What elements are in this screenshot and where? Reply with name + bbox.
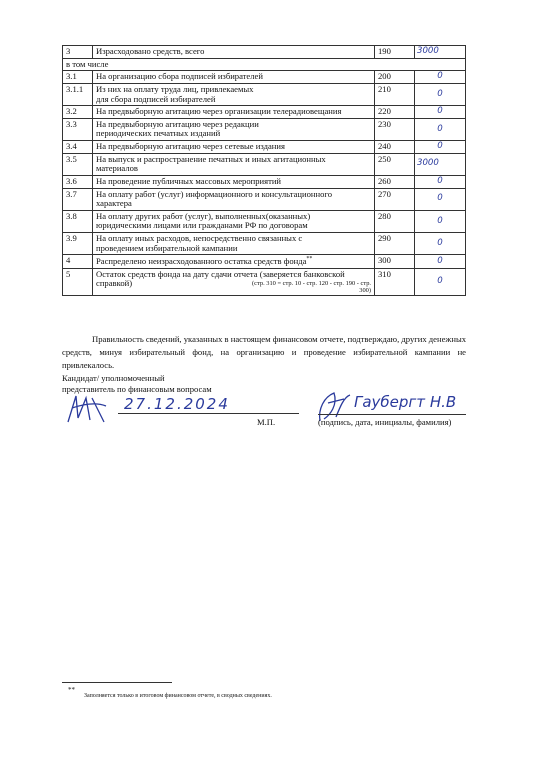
row-code: 310	[375, 268, 415, 296]
row-value: 0	[415, 188, 466, 210]
row-code: 270	[375, 188, 415, 210]
expense-table	[62, 45, 466, 296]
row-description-text: На выпуск и распространение печатных и иных агитационных материалов	[96, 153, 326, 174]
row-value: 3000	[415, 153, 466, 175]
footnote-divider	[62, 682, 172, 683]
row-description-text: Израсходовано средств, всего	[96, 46, 205, 56]
row-description-text: На предвыборную агитацию через организации телерадиовещания	[96, 106, 342, 117]
row-description	[93, 210, 375, 232]
row-value: 0	[415, 175, 466, 188]
row-code: 240	[375, 141, 415, 154]
row-number: 3.2	[63, 106, 93, 119]
row-description	[93, 106, 375, 119]
row-description	[93, 268, 375, 296]
row-description-text: Остаток средств фонда на дату сдачи отчета (заверяется банковской справкой)	[96, 268, 345, 289]
row-formula: (стр. 310 = стр. 10 - стр. 120 - стр. 190 - стр. 300)	[252, 279, 371, 295]
table-row	[63, 175, 466, 188]
row-value: 0	[415, 210, 466, 232]
table-row	[63, 71, 466, 84]
row-code: 190	[375, 46, 415, 59]
signature-date: 27.12.2024	[124, 395, 230, 413]
row-description	[93, 46, 375, 59]
table-row	[63, 141, 466, 154]
signature-line	[118, 413, 299, 414]
row-description-text: На оплату иных расходов, непосредственно связанных с проведением избирательной кампании	[96, 233, 303, 253]
candidate-label-line2: представитель по финансовым вопросам	[62, 383, 212, 394]
candidate-signature	[62, 392, 122, 426]
row-description-text: На оплату работ (услуг) информационного и консультационного характера	[96, 188, 333, 209]
row-number: 3.8	[63, 210, 93, 232]
footnote-reference: **	[306, 256, 313, 263]
row-description-text: На предвыборную агитацию через сетевые издания	[96, 141, 285, 151]
seal-placeholder-label: М.П.	[257, 417, 276, 427]
table-row	[63, 210, 466, 232]
section-label: в том числе	[63, 58, 466, 71]
row-code: 290	[375, 233, 415, 255]
row-description	[93, 233, 375, 255]
row-code: 280	[375, 210, 415, 232]
signature-line	[318, 414, 466, 415]
row-value: 0	[415, 71, 466, 84]
row-number: 3	[63, 46, 93, 59]
table-row	[63, 153, 466, 175]
row-description	[93, 153, 375, 175]
table-row	[63, 46, 466, 59]
row-value: 0	[415, 141, 466, 154]
row-code: 220	[375, 106, 415, 119]
signer-name: Гаубергт Н.В	[354, 393, 457, 411]
table-section-row	[63, 58, 466, 71]
row-number: 3.5	[63, 153, 93, 175]
row-number: 3.7	[63, 188, 93, 210]
table-row	[63, 255, 466, 268]
row-description	[93, 175, 375, 188]
row-description-text: На организацию сбора подписей избирателей	[96, 71, 263, 82]
signature-caption: (подпись, дата, инициалы, фамилия)	[318, 417, 452, 427]
row-description-text: На оплату других работ (услуг), выполненных(оказанных) юридическими лицами или гражданами РФ по договорам	[96, 210, 311, 231]
row-description	[93, 255, 375, 268]
row-description-text: Распределено неизрасходованного остатка средств фонда	[96, 256, 307, 267]
row-code: 300	[375, 255, 415, 268]
footnote-mark: **	[68, 686, 75, 694]
row-value: 0	[415, 268, 466, 296]
row-number: 5	[63, 268, 93, 296]
row-description	[93, 83, 375, 105]
row-description	[93, 188, 375, 210]
footnote-text: Заполняется только в итоговом финансовом отчете, в сводных сведениях.	[84, 693, 272, 699]
row-value: 3000	[415, 46, 466, 59]
row-number: 3.1	[63, 71, 93, 84]
row-code: 250	[375, 153, 415, 175]
row-description	[93, 71, 375, 84]
row-number: 3.3	[63, 118, 93, 140]
row-value: 0	[415, 255, 466, 268]
row-description-text: На проведение публичных массовых мероприятий	[96, 175, 282, 186]
row-description	[93, 141, 375, 154]
row-number: 3.4	[63, 141, 93, 154]
row-number: 3.9	[63, 233, 93, 255]
row-number: 3.6	[63, 175, 93, 188]
row-number: 4	[63, 255, 93, 268]
row-code: 230	[375, 118, 415, 140]
row-code: 210	[375, 83, 415, 105]
table-row	[63, 188, 466, 210]
row-value: 0	[415, 106, 466, 119]
table-row	[63, 83, 466, 105]
row-description	[93, 118, 375, 140]
row-code: 200	[375, 71, 415, 84]
row-code: 260	[375, 175, 415, 188]
table-row	[63, 233, 466, 255]
row-description-text: На предвыборную агитацию через редакции периодических печатных изданий	[96, 118, 259, 139]
confirmation-statement: Правильность сведений, указанных в настоящем финансовом отчете, подтверждаю, других денежных средств, минуя избирательный фонд, на организацию и проведение избирательной кампании не привлекалось.	[62, 334, 467, 370]
table-row	[63, 106, 466, 119]
row-number: 3.1.1	[63, 83, 93, 105]
row-value: 0	[415, 118, 466, 140]
row-value: 0	[415, 83, 466, 105]
candidate-label-line1: Кандидат/ уполномоченный	[62, 373, 165, 383]
table-row	[63, 268, 466, 296]
row-description-text: Из них на оплату труда лиц, привлекаемых для сбора подписей избирателей	[96, 83, 254, 104]
row-value: 0	[415, 233, 466, 255]
table-row	[63, 118, 466, 140]
